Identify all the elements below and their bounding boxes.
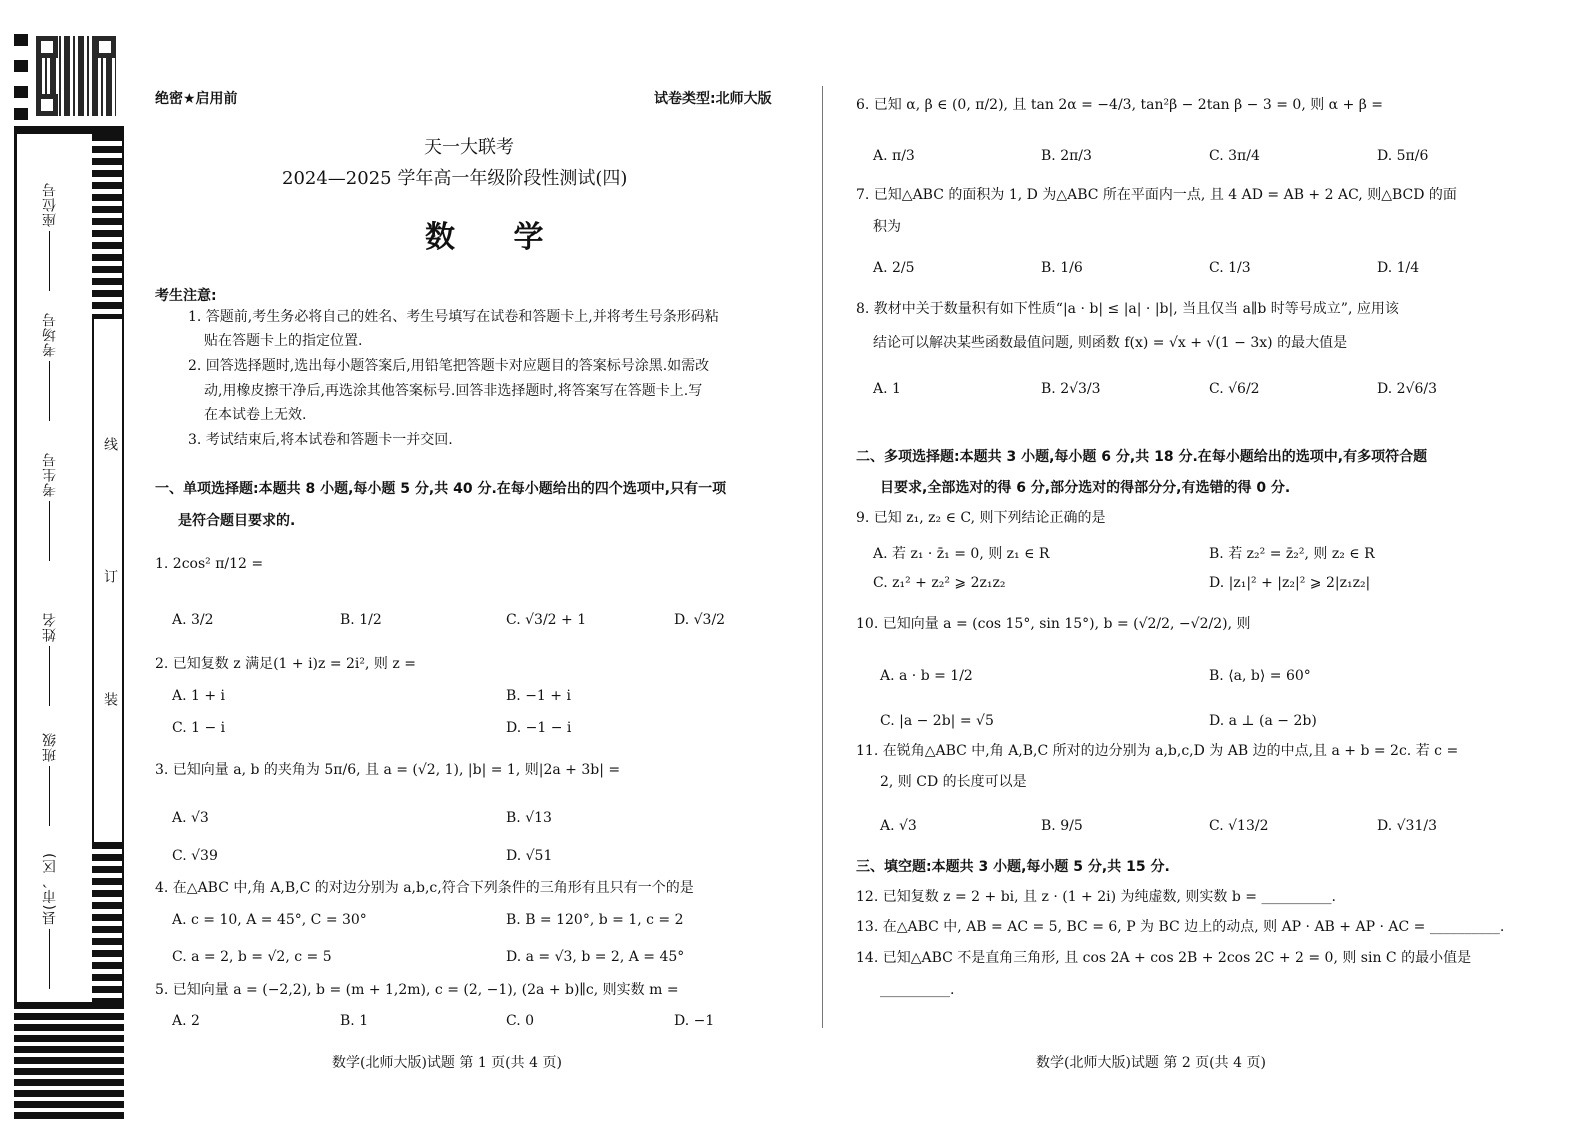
- class-label: 班级: [40, 732, 60, 826]
- q9-option-d: D. |z₁|² + |z₂|² ⩾ 2|z₁z₂|: [1209, 575, 1371, 591]
- q6-option-b: B. 2π/3: [1041, 148, 1092, 164]
- q13-stem: 13. 在△ABC 中, AB = AC = 5, BC = 6, P 为 BC 边上的动点, 则 AP · AB + AP · AC = __________.: [856, 919, 1505, 935]
- q1-option-d: D. √3/2: [674, 612, 726, 628]
- cut-line-mark-zhuang: 装: [102, 692, 118, 706]
- q6-option-c: C. 3π/4: [1209, 148, 1260, 164]
- cut-line-mark-ding: 订: [102, 569, 118, 583]
- organizer: 天一大联考: [424, 137, 514, 158]
- barcode-stripe: [92, 134, 124, 319]
- q2-stem: 2. 已知复数 z 满足(1 + i)z = 2i², 则 z =: [155, 656, 416, 672]
- notice-line-1: 1. 答题前,考生务必将自己的姓名、考生号填写在试卷和答题卡上,并将考生号条形码粘: [188, 309, 719, 325]
- notice-line-5: 在本试卷上无效.: [204, 407, 307, 423]
- q4-option-c: C. a = 2, b = √2, c = 5: [172, 949, 332, 965]
- footer-page-1: 数学(北师大版)试题 第 1 页(共 4 页): [332, 1055, 562, 1071]
- q4-option-b: B. B = 120°, b = 1, c = 2: [506, 912, 684, 928]
- q6-option-d: D. 5π/6: [1377, 148, 1429, 164]
- q10-option-b: B. ⟨a, b⟩ = 60°: [1209, 668, 1311, 684]
- q7-option-d: D. 1/4: [1377, 260, 1420, 276]
- q10-option-d: D. a ⊥ (a − 2b): [1209, 713, 1317, 729]
- q7-stem: 7. 已知△ABC 的面积为 1, D 为△ABC 所在平面内一点, 且 4 AD = AB + 2 AC, 则△BCD 的面: [856, 187, 1457, 203]
- binding-strip: [14, 12, 126, 1124]
- q11-stem: 11. 在锐角△ABC 中,角 A,B,C 所对的边分别为 a,b,c,D 为 AB 边的中点,且 a + b = 2c. 若 c =: [856, 743, 1459, 759]
- q11-option-a: A. √3: [880, 818, 917, 834]
- section-1-heading-cont: 是符合题目要求的.: [178, 513, 296, 529]
- q9-option-c: C. z₁² + z₂² ⩾ 2z₁z₂: [873, 575, 1006, 591]
- seat-label: 座位号: [40, 182, 60, 291]
- section-1-heading: 一、单项选择题:本题共 8 小题,每小题 5 分,共 40 分.在每小题给出的四个选项中,只有一项: [155, 481, 727, 497]
- q5-option-c: C. 0: [506, 1013, 535, 1029]
- q6-option-a: A. π/3: [873, 148, 915, 164]
- q3-option-b: B. √13: [506, 810, 552, 826]
- q11-option-c: C. √13/2: [1209, 818, 1269, 834]
- q1-option-a: A. 3/2: [172, 612, 214, 628]
- q7-option-c: C. 1/3: [1209, 260, 1251, 276]
- q3-option-a: A. √3: [172, 810, 209, 826]
- section-3-heading: 三、填空题:本题共 3 小题,每小题 5 分,共 15 分.: [856, 859, 1170, 875]
- q11-stem-cont: 2, 则 CD 的长度可以是: [880, 774, 1027, 790]
- q5-option-d: D. −1: [674, 1013, 715, 1029]
- q8-option-a: A. 1: [873, 381, 901, 397]
- notice-line-6: 3. 考试结束后,将本试卷和答题卡一并交回.: [188, 432, 453, 448]
- q6-stem: 6. 已知 α, β ∈ (0, π/2), 且 tan 2α = −4/3, tan²β − 2tan β − 3 = 0, 则 α + β =: [856, 97, 1384, 113]
- q4-stem: 4. 在△ABC 中,角 A,B,C 的对边分别为 a,b,c,符合下列条件的三角形有且只有一个的是: [155, 880, 694, 896]
- subject-title: 数 学: [425, 220, 568, 255]
- section-2-heading: 二、多项选择题:本题共 3 小题,每小题 6 分,共 18 分.在每小题给出的选项中,有多项符合题: [856, 449, 1428, 465]
- notice-line-4: 动,用橡皮擦干净后,再选涂其他答案标号.回答非选择题时,将答案写在答题卡上.写: [204, 383, 703, 399]
- exam-type: 试卷类型:北师大版: [654, 91, 772, 107]
- q5-stem: 5. 已知向量 a = (−2,2), b = (m + 1,2m), c = (2, −1), (2a + b)∥c, 则实数 m =: [155, 982, 679, 998]
- q9-option-a: A. 若 z₁ · z̄₁ = 0, 则 z₁ ∈ R: [873, 546, 1050, 562]
- page-divider: [822, 86, 823, 1028]
- exam-title: 2024—2025 学年高一年级阶段性测试(四): [282, 168, 628, 189]
- cut-line-mark-xian: 线: [102, 437, 118, 451]
- q2-option-c: C. 1 − i: [172, 720, 226, 736]
- q8-option-c: C. √6/2: [1209, 381, 1260, 397]
- name-label: 姓名: [40, 612, 60, 706]
- q10-option-c: C. |a − 2b| = √5: [880, 713, 994, 729]
- q8-stem: 8. 教材中关于数量积有如下性质“|a · b| ≤ |a| · |b|, 当且仅当 a∥b 时等号成立”, 应用该: [856, 301, 1399, 317]
- notice-title: 考生注意:: [155, 288, 217, 304]
- q11-option-b: B. 9/5: [1041, 818, 1083, 834]
- q1-stem: 1. 2cos² π/12 =: [155, 556, 264, 572]
- q1-option-c: C. √3/2 + 1: [506, 612, 587, 628]
- q3-stem: 3. 已知向量 a, b 的夹角为 5π/6, 且 a = (√2, 1), |b| = 1, 则|2a + 3b| =: [155, 762, 621, 778]
- q8-stem-cont: 结论可以解决某些函数最值问题, 则函数 f(x) = √x + √(1 − 3x) 的最大值是: [873, 335, 1348, 351]
- notice-line-3: 2. 回答选择题时,选出每小题答案后,用铅笔把答题卡对应题目的答案标号涂黑.如需改: [188, 358, 710, 374]
- q12-stem: 12. 已知复数 z = 2 + bi, 且 z · (1 + 2i) 为纯虚数, 则实数 b = __________.: [856, 889, 1336, 905]
- q9-stem: 9. 已知 z₁, z₂ ∈ C, 则下列结论正确的是: [856, 510, 1106, 526]
- section-2-heading-cont: 目要求,全部选对的得 6 分,部分选对的得部分分,有选错的得 0 分.: [880, 480, 1291, 496]
- q5-option-a: A. 2: [172, 1013, 200, 1029]
- notice-line-2: 贴在答题卡上的指定位置.: [204, 333, 363, 349]
- q3-option-d: D. √51: [506, 848, 553, 864]
- secret-mark: 绝密★启用前: [155, 91, 238, 107]
- q2-option-b: B. −1 + i: [506, 688, 571, 704]
- q14-stem-cont: __________.: [880, 982, 955, 998]
- county-label: 县(市、区): [40, 852, 60, 989]
- q10-option-a: A. a · b = 1/2: [880, 668, 973, 684]
- q4-option-a: A. c = 10, A = 45°, C = 30°: [172, 912, 367, 928]
- q4-option-d: D. a = √3, b = 2, A = 45°: [506, 949, 685, 965]
- q7-option-a: A. 2/5: [873, 260, 915, 276]
- exam-number-label: 考生号: [40, 452, 60, 561]
- q3-option-c: C. √39: [172, 848, 218, 864]
- q7-option-b: B. 1/6: [1041, 260, 1083, 276]
- footer-page-2: 数学(北师大版)试题 第 2 页(共 4 页): [1036, 1055, 1266, 1071]
- q2-option-a: A. 1 + i: [172, 688, 226, 704]
- room-label: 考场号: [40, 312, 60, 421]
- q14-stem: 14. 已知△ABC 不是直角三角形, 且 cos 2A + cos 2B + 2cos 2C + 2 = 0, 则 sin C 的最小值是: [856, 950, 1472, 966]
- q9-option-b: B. 若 z₂² = z̄₂², 则 z₂ ∈ R: [1209, 546, 1375, 562]
- bottom-barcode: [14, 1002, 124, 1122]
- qr-code: [36, 36, 116, 116]
- q10-stem: 10. 已知向量 a = (cos 15°, sin 15°), b = (√2/2, −√2/2), 则: [856, 616, 1251, 632]
- q1-option-b: B. 1/2: [340, 612, 382, 628]
- q8-option-b: B. 2√3/3: [1041, 381, 1101, 397]
- q2-option-d: D. −1 − i: [506, 720, 572, 736]
- q7-stem-cont: 积为: [873, 219, 901, 235]
- q8-option-d: D. 2√6/3: [1377, 381, 1437, 397]
- q5-option-b: B. 1: [340, 1013, 369, 1029]
- q11-option-d: D. √31/3: [1377, 818, 1437, 834]
